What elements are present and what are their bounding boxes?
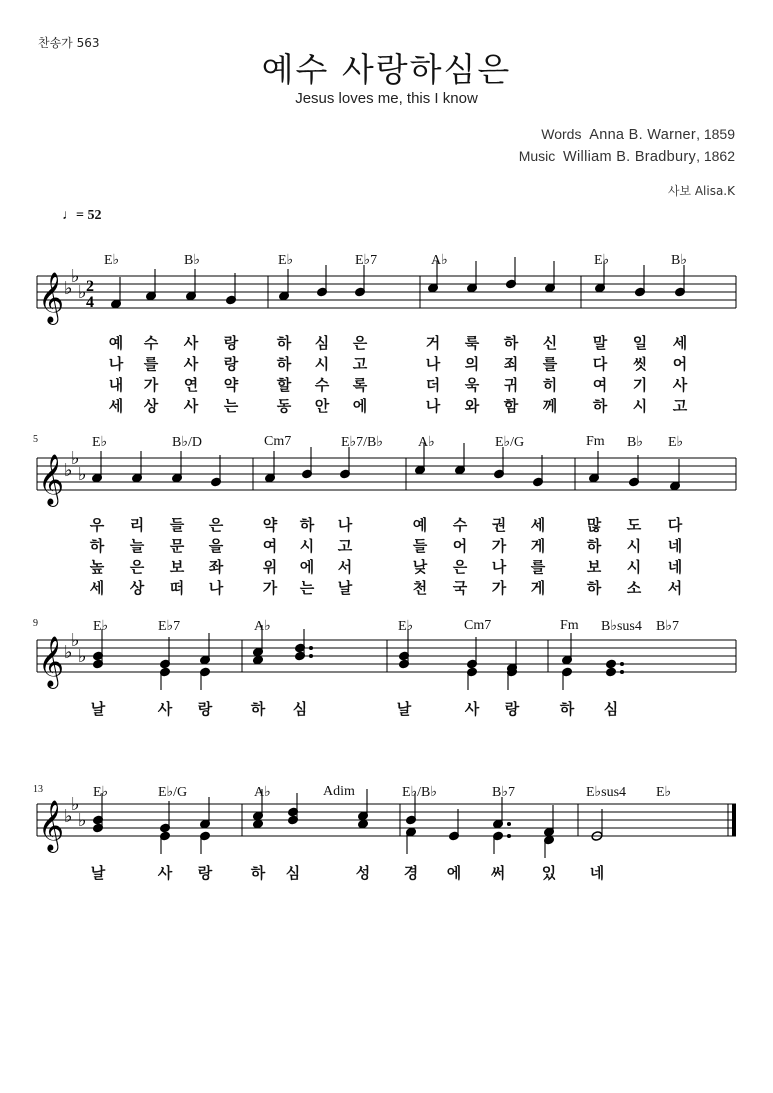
lyric-syllable: 귀 xyxy=(503,376,519,394)
lyric-syllable: 사 xyxy=(157,700,173,718)
lyric-syllable: 하 xyxy=(586,537,602,555)
lyric-syllable: 하 xyxy=(276,334,292,352)
lyric-syllable: 날 xyxy=(90,864,106,882)
lyric-syllable: 를 xyxy=(143,355,159,373)
lyric-syllable: 랑 xyxy=(504,700,520,718)
lyric-syllable: 리 xyxy=(129,516,145,534)
lyric-syllable: 우 xyxy=(89,516,105,534)
chord-symbol: A♭ xyxy=(254,785,271,800)
svg-text:♭: ♭ xyxy=(78,646,87,667)
lyric-syllable: 가 xyxy=(143,376,159,394)
lyric-syllable: 시 xyxy=(299,537,315,555)
lyric-syllable: 에 xyxy=(446,864,462,882)
chord-symbol: E♭7 xyxy=(355,253,378,268)
svg-text:♭: ♭ xyxy=(78,464,87,485)
lyric-syllable: 하 xyxy=(89,537,105,555)
music-label: Music xyxy=(518,148,556,164)
chord-symbol: A♭ xyxy=(254,619,271,634)
svg-text:𝄞: 𝄞 xyxy=(38,800,65,851)
lyric-syllable: 죄 xyxy=(503,355,519,373)
lyric-syllable: 높 xyxy=(89,558,105,576)
lyric-syllable: 하 xyxy=(276,355,292,373)
lyric-syllable: 세 xyxy=(89,579,105,597)
svg-text:𝄞: 𝄞 xyxy=(38,272,65,323)
lyric-syllable: 소 xyxy=(626,579,642,597)
lyric-syllable: 사 xyxy=(183,397,199,415)
chord-symbol: B♭sus4 xyxy=(601,619,642,634)
lyric-syllable: 말 xyxy=(592,334,608,352)
lyric-syllable: 들 xyxy=(412,537,428,555)
lyric-syllable: 네 xyxy=(589,864,605,882)
lyric-syllable: 예 xyxy=(108,334,124,352)
lyric-syllable: 가 xyxy=(491,579,507,597)
lyric-syllable: 다 xyxy=(667,516,683,534)
words-author: Anna B. Warner xyxy=(589,127,697,143)
lyric-syllable: 시 xyxy=(314,355,330,373)
lyric-syllable: 보 xyxy=(586,558,602,576)
lyric-syllable: 하 xyxy=(586,579,602,597)
lyric-syllable: 나 xyxy=(337,516,353,534)
chord-symbol: A♭ xyxy=(418,435,435,450)
lyric-syllable: 가 xyxy=(262,579,278,597)
measure-number: 13 xyxy=(33,784,43,795)
chord-symbol: B♭ xyxy=(184,253,200,268)
lyric-verse-2 xyxy=(0,353,773,373)
lyric-syllable: 연 xyxy=(183,376,199,394)
lyric-syllable: 안 xyxy=(314,397,330,415)
lyric-refrain xyxy=(0,862,773,882)
lyric-syllable: 내 xyxy=(108,376,124,394)
lyric-syllable: 게 xyxy=(530,579,546,597)
chord-symbol: B♭/D xyxy=(172,435,202,450)
chord-symbol: E♭ xyxy=(104,253,120,268)
staff-system-3 xyxy=(0,614,773,724)
lyric-syllable: 심 xyxy=(292,700,308,718)
arranger-credit: 사보 Alisa.K xyxy=(667,184,735,198)
lyric-syllable: 다 xyxy=(592,355,608,373)
lyric-syllable: 욱 xyxy=(464,376,480,394)
page-subtitle: Jesus loves me, this I know xyxy=(295,90,478,107)
lyric-syllable: 거 xyxy=(425,334,441,352)
lyric-syllable: 하 xyxy=(250,864,266,882)
lyric-syllable: 약 xyxy=(223,376,239,394)
lyric-syllable: 고 xyxy=(337,537,353,555)
lyric-syllable: 심 xyxy=(603,700,619,718)
chord-symbol: E♭sus4 xyxy=(586,785,627,800)
lyric-verse-3 xyxy=(0,374,773,394)
lyric-syllable: 서 xyxy=(337,558,353,576)
lyric-verse-4 xyxy=(0,577,773,597)
chord-symbol: E♭ xyxy=(398,619,414,634)
lyric-syllable: 문 xyxy=(169,537,185,555)
lyric-syllable: 시 xyxy=(626,537,642,555)
lyric-syllable: 사 xyxy=(183,334,199,352)
lyric-syllable: 랑 xyxy=(223,334,239,352)
lyric-syllable: 성 xyxy=(355,864,371,882)
chord-symbol: Fm xyxy=(586,434,605,449)
page-title: 예수 사랑하심은 xyxy=(261,50,512,89)
staff-system-1 xyxy=(0,250,773,415)
svg-text:♭: ♭ xyxy=(71,794,80,815)
lyric-syllable: 하 xyxy=(299,516,315,534)
chord-symbol: E♭ xyxy=(594,253,610,268)
lyric-refrain xyxy=(0,698,773,718)
lyric-syllable: 예 xyxy=(412,516,428,534)
words-year: , 1859 xyxy=(696,126,735,142)
lyric-syllable: 사 xyxy=(157,864,173,882)
lyric-syllable: 수 xyxy=(143,334,159,352)
lyric-syllable: 상 xyxy=(143,397,159,415)
lyric-syllable: 를 xyxy=(542,355,558,373)
svg-text:4: 4 xyxy=(86,294,94,311)
chord-symbol: B♭7 xyxy=(656,619,679,634)
music-author: William B. Bradbury xyxy=(563,149,697,165)
lyric-syllable: 게 xyxy=(530,537,546,555)
lyric-syllable: 네 xyxy=(667,558,683,576)
lyric-syllable: 시 xyxy=(632,397,648,415)
lyric-syllable: 도 xyxy=(626,516,642,534)
svg-text:♭: ♭ xyxy=(78,810,87,831)
lyric-syllable: 심 xyxy=(285,864,301,882)
chord-symbol: B♭ xyxy=(627,435,643,450)
lyric-syllable: 날 xyxy=(396,700,412,718)
measure-number: 5 xyxy=(33,434,38,445)
lyric-syllable: 어 xyxy=(672,355,688,373)
music-year: , 1862 xyxy=(696,148,735,164)
lyric-syllable: 세 xyxy=(108,397,124,415)
lyric-syllable: 룩 xyxy=(464,334,480,352)
lyric-syllable: 많 xyxy=(586,516,602,534)
lyric-syllable: 함 xyxy=(503,397,519,415)
lyric-syllable: 나 xyxy=(491,558,507,576)
chord-symbol: Adim xyxy=(323,784,355,799)
lyric-syllable: 하 xyxy=(592,397,608,415)
lyric-syllable: 약 xyxy=(262,516,278,534)
lyric-syllable: 낮 xyxy=(412,558,428,576)
lyric-syllable: 있 xyxy=(541,864,557,882)
lyric-syllable: 세 xyxy=(672,334,688,352)
lyric-syllable: 은 xyxy=(208,516,224,534)
tempo-marking: ♩= 52 xyxy=(62,208,102,223)
lyric-syllable: 는 xyxy=(223,397,239,415)
lyric-syllable: 에 xyxy=(299,558,315,576)
chord-symbol: E♭ xyxy=(278,253,294,268)
lyric-syllable: 하 xyxy=(503,334,519,352)
svg-text:♭: ♭ xyxy=(78,282,87,303)
lyric-syllable: 서 xyxy=(667,579,683,597)
lyric-syllable: 세 xyxy=(530,516,546,534)
staff-system-4 xyxy=(0,778,773,888)
lyric-syllable: 하 xyxy=(559,700,575,718)
lyric-syllable: 록 xyxy=(352,376,368,394)
lyric-syllable: 나 xyxy=(208,579,224,597)
chord-symbol: A♭ xyxy=(431,253,448,268)
chord-symbol: E♭ xyxy=(93,785,109,800)
chord-symbol: E♭/G xyxy=(158,785,188,800)
lyric-syllable: 떠 xyxy=(169,579,185,597)
chord-symbol: E♭ xyxy=(656,785,672,800)
svg-text:2: 2 xyxy=(86,278,94,295)
chord-symbol: B♭ xyxy=(671,253,687,268)
lyric-syllable: 써 xyxy=(490,864,506,882)
lyric-syllable: 은 xyxy=(129,558,145,576)
lyric-syllable: 보 xyxy=(169,558,185,576)
lyric-syllable: 사 xyxy=(183,355,199,373)
svg-text:♭: ♭ xyxy=(64,642,73,663)
lyric-syllable: 어 xyxy=(452,537,468,555)
lyric-syllable: 수 xyxy=(452,516,468,534)
lyric-syllable: 고 xyxy=(672,397,688,415)
chord-symbol: E♭/B♭ xyxy=(402,785,437,800)
lyric-syllable: 상 xyxy=(129,579,145,597)
hymn-number: 찬송가 563 xyxy=(38,36,100,50)
words-label: Words xyxy=(541,126,582,142)
lyric-syllable: 의 xyxy=(464,355,480,373)
chord-symbol: E♭ xyxy=(93,619,109,634)
svg-text:♭: ♭ xyxy=(71,448,80,469)
lyric-syllable: 랑 xyxy=(223,355,239,373)
lyric-syllable: 동 xyxy=(276,397,292,415)
lyric-syllable: 날 xyxy=(337,579,353,597)
chord-symbol: Cm7 xyxy=(264,434,292,449)
lyric-syllable: 하 xyxy=(250,700,266,718)
lyric-syllable: 좌 xyxy=(208,558,224,576)
lyric-syllable: 랑 xyxy=(197,864,213,882)
lyric-syllable: 사 xyxy=(464,700,480,718)
lyric-syllable: 나 xyxy=(425,397,441,415)
lyric-syllable: 기 xyxy=(632,376,648,394)
staff-system-2 xyxy=(0,432,773,597)
svg-text:♭: ♭ xyxy=(64,460,73,481)
chord-symbol: E♭ xyxy=(668,435,684,450)
lyric-verse-1 xyxy=(0,514,773,534)
chord-symbol: B♭7 xyxy=(492,785,515,800)
lyric-syllable: 와 xyxy=(464,397,480,415)
staff-2 xyxy=(0,432,773,512)
lyric-syllable: 히 xyxy=(542,376,558,394)
lyric-syllable: 천 xyxy=(412,579,428,597)
lyric-syllable: 경 xyxy=(403,864,419,882)
lyric-syllable: 을 xyxy=(208,537,224,555)
lyric-syllable: 고 xyxy=(352,355,368,373)
lyric-syllable: 시 xyxy=(626,558,642,576)
lyric-syllable: 늘 xyxy=(129,537,145,555)
lyric-syllable: 나 xyxy=(425,355,441,373)
chord-symbol: Fm xyxy=(560,618,579,633)
chord-symbol: E♭/G xyxy=(495,435,525,450)
lyric-syllable: 들 xyxy=(169,516,185,534)
lyric-syllable: 가 xyxy=(491,537,507,555)
lyric-syllable: 신 xyxy=(542,334,558,352)
lyric-syllable: 여 xyxy=(262,537,278,555)
lyric-verse-3 xyxy=(0,556,773,576)
lyric-verse-2 xyxy=(0,535,773,555)
chord-symbol: E♭7/B♭ xyxy=(341,435,383,450)
music-credit xyxy=(519,148,735,165)
lyric-syllable: 일 xyxy=(632,334,648,352)
lyric-syllable: 나 xyxy=(108,355,124,373)
svg-text:𝄞: 𝄞 xyxy=(38,454,65,505)
svg-text:𝄞: 𝄞 xyxy=(38,636,65,687)
lyric-syllable: 네 xyxy=(667,537,683,555)
words-credit xyxy=(541,126,735,143)
lyric-syllable: 수 xyxy=(314,376,330,394)
lyric-verse-4 xyxy=(0,395,773,415)
chord-symbol: E♭7 xyxy=(158,619,181,634)
lyric-syllable: 위 xyxy=(262,558,278,576)
lyric-syllable: 날 xyxy=(90,700,106,718)
svg-text:♭: ♭ xyxy=(64,278,73,299)
lyric-syllable: 씻 xyxy=(632,355,648,373)
lyric-syllable: 할 xyxy=(276,376,292,394)
lyric-syllable: 더 xyxy=(425,376,441,394)
svg-text:♭: ♭ xyxy=(64,806,73,827)
lyric-syllable: 에 xyxy=(352,397,368,415)
lyric-syllable: 은 xyxy=(452,558,468,576)
measure-number: 9 xyxy=(33,618,38,629)
lyric-syllable: 께 xyxy=(542,397,558,415)
lyric-verse-1 xyxy=(0,332,773,352)
lyric-syllable: 심 xyxy=(314,334,330,352)
lyric-syllable: 를 xyxy=(530,558,546,576)
lyric-syllable: 권 xyxy=(491,516,507,534)
lyric-syllable: 여 xyxy=(592,376,608,394)
lyric-syllable: 은 xyxy=(352,334,368,352)
chord-symbol: Cm7 xyxy=(464,618,492,633)
lyric-syllable: 랑 xyxy=(197,700,213,718)
chord-symbol: E♭ xyxy=(92,435,108,450)
lyric-syllable: 국 xyxy=(452,579,468,597)
lyric-syllable: 는 xyxy=(299,579,315,597)
lyric-syllable: 사 xyxy=(672,376,688,394)
svg-text:♭: ♭ xyxy=(71,630,80,651)
svg-text:♭: ♭ xyxy=(71,266,80,287)
